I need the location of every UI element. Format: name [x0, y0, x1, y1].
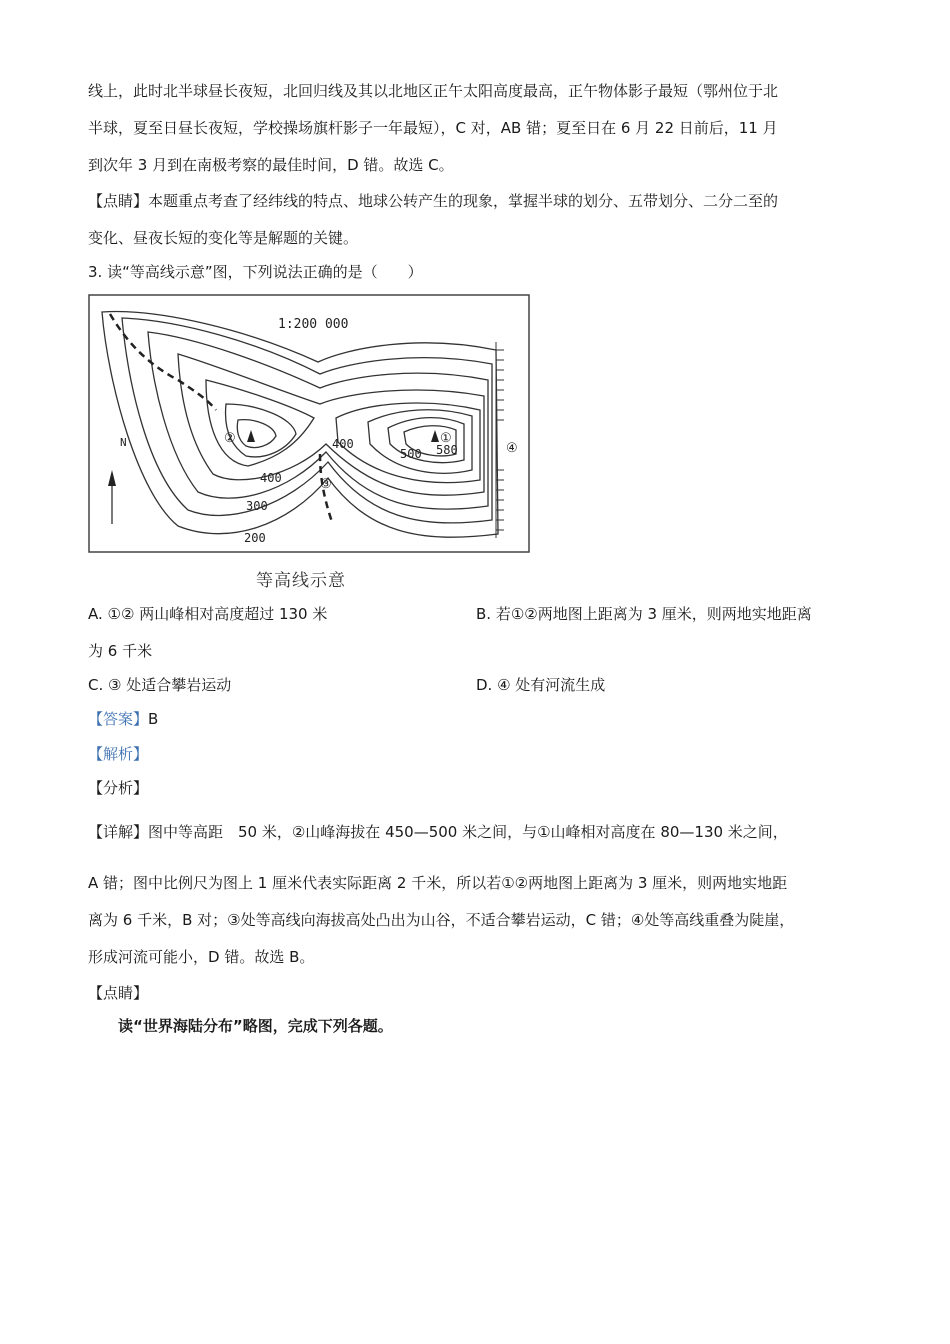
text-line-1: 线上，此时北半球昼长夜短，北回归线及其以北地区正午太阳高度最高，正午物体影子最短（鄂州位于北: [88, 82, 779, 100]
label-p1: ①: [440, 431, 452, 446]
text-line-2: 半球，夏至日昼长夜短，学校操场旗杆影子一年最短），C 对，AB 错；夏至日在 6 月 22 日前后，11 月: [88, 119, 778, 137]
option-c: C. ③ 处适合攀岩运动: [88, 676, 232, 694]
scale-label: 1:200 000: [278, 317, 349, 332]
dianjing-label: 【点睛】: [88, 984, 149, 1002]
next-question-lead: 读“世界海陆分布”略图，完成下列各题。: [118, 1017, 393, 1035]
option-b: B. 若①②两地图上距离为 3 厘米，则两地实地距离: [476, 605, 812, 623]
label-p3: ③: [320, 477, 332, 492]
answer-line: [88, 709, 158, 729]
detail-line-4: 形成河流可能小，D 错。故选 B。: [88, 948, 315, 966]
option-d: D. ④ 处有河流生成: [476, 676, 606, 694]
contour-map: [88, 294, 530, 554]
detail-line-2: A 错；图中比例尺为图上 1 厘米代表实际距离 2 千米，所以若①②两地图上距离为 3 厘米，则两地实地距: [88, 874, 788, 892]
detail-line-1: 【详解】图中等高距 50 米，②山峰海拔在 450—500 米之间，与①山峰相对高度在 80—130 米之间，: [88, 823, 788, 841]
contour-map-figure: [88, 294, 530, 554]
contour-label-300: 300: [246, 499, 268, 513]
contour-label-500: 500: [400, 447, 422, 461]
text-line-5: 变化、昼夜长短的变化等是解题的关键。: [88, 229, 359, 247]
question-3: 3. 读“等高线示意”图，下列说法正确的是（ ）: [88, 263, 423, 281]
fenxi-label: 【分析】: [88, 779, 149, 797]
contour-label-400-right: 400: [332, 437, 354, 451]
figure-caption: 等高线示意: [256, 571, 346, 591]
contour-label-200: 200: [244, 531, 266, 545]
text-line-4: 【点睛】本题重点考查了经纬线的特点、地球公转产生的现象，掌握半球的划分、五带划分、二分二至的: [88, 192, 779, 210]
label-p2: ②: [224, 431, 236, 446]
contour-label-400-left: 400: [260, 471, 282, 485]
north-label: N: [120, 436, 127, 449]
label-p4: ④: [506, 441, 518, 456]
detail-line-3: 离为 6 千米，B 对；③处等高线向海拔高处凸出为山谷，不适合攀岩运动，C 错；④处等高线重叠为陡崖，: [88, 911, 795, 929]
option-a: A. ①② 两山峰相对高度超过 130 米: [88, 605, 328, 623]
answer-value: B: [148, 710, 159, 728]
answer-label: 【答案】: [88, 710, 149, 728]
text-line-3: 到次年 3 月到在南极考察的最佳时间，D 错。故选 C。: [88, 156, 454, 174]
analysis-label: 【解析】: [88, 745, 149, 763]
option-b-continued: 为 6 千米: [88, 642, 153, 660]
contour-label-580: 580: [436, 443, 458, 457]
